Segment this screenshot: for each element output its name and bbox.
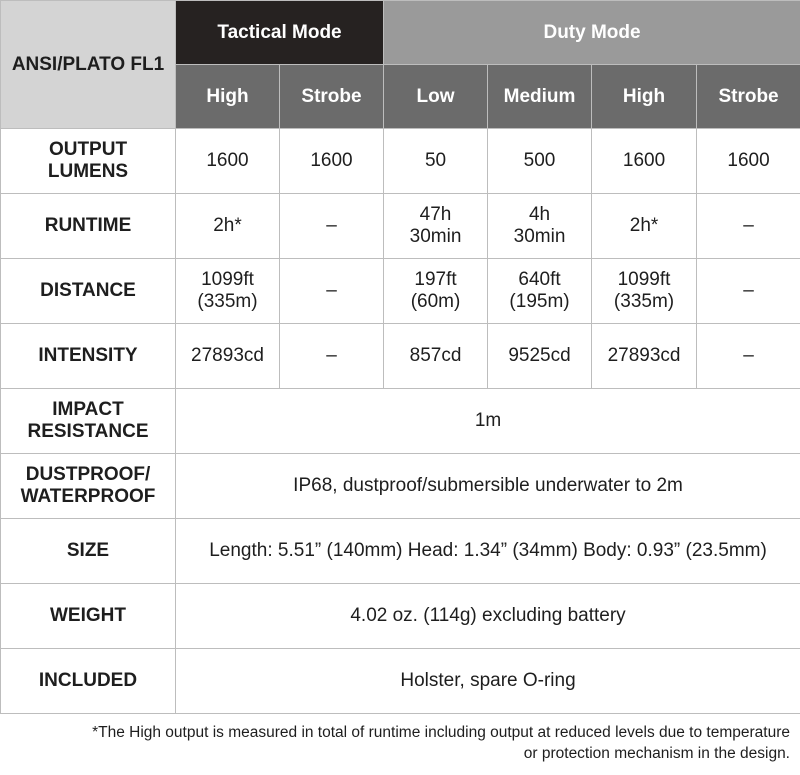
mode-duty-high: High xyxy=(592,65,697,129)
cell-value: 500 xyxy=(488,129,592,194)
cell-line: (60m) xyxy=(410,291,461,312)
row-weight xyxy=(1,584,800,649)
row-intensity xyxy=(1,324,800,389)
cell-line: 640ft xyxy=(518,269,561,290)
mode-tactical-high: High xyxy=(176,65,280,129)
footnote xyxy=(0,722,790,764)
mode-tactical-strobe: Strobe xyxy=(280,65,384,129)
corner-label: ANSI/PLATO FL1 xyxy=(1,1,176,129)
header-row-groups xyxy=(1,1,800,65)
row-included xyxy=(1,649,800,714)
cell-value: 2h* xyxy=(176,194,280,259)
cell-value: – xyxy=(280,259,384,324)
cell-value: 9525cd xyxy=(488,324,592,389)
row-label-impact-resistance xyxy=(1,389,176,454)
row-label-line: LUMENS xyxy=(47,161,129,182)
cell-value: 1600 xyxy=(280,129,384,194)
cell-value: – xyxy=(697,259,800,324)
cell-value xyxy=(384,194,488,259)
cell-value xyxy=(592,259,697,324)
cell-line: 197ft xyxy=(414,269,457,290)
row-label-intensity: INTENSITY xyxy=(1,324,176,389)
row-label-included: INCLUDED xyxy=(1,649,176,714)
footnote-line: or protection mechanism in the design. xyxy=(523,745,790,762)
cell-line: (195m) xyxy=(509,291,570,312)
cell-value-span: IP68, dustproof/submersible underwater to 2m xyxy=(176,454,800,519)
row-label-dustproof-waterproof xyxy=(1,454,176,519)
cell-line: 47h xyxy=(419,204,452,225)
cell-line: (335m) xyxy=(613,291,675,312)
row-distance xyxy=(1,259,800,324)
cell-line: 1099ft xyxy=(617,269,671,290)
cell-value: – xyxy=(697,324,800,389)
cell-value: 857cd xyxy=(384,324,488,389)
cell-value: – xyxy=(280,324,384,389)
cell-value: – xyxy=(697,194,800,259)
row-label-weight: WEIGHT xyxy=(1,584,176,649)
mode-duty-strobe: Strobe xyxy=(697,65,800,129)
mode-duty-low: Low xyxy=(384,65,488,129)
mode-duty-medium: Medium xyxy=(488,65,592,129)
row-label-line: OUTPUT xyxy=(48,139,128,160)
row-impact-resistance xyxy=(1,389,800,454)
cell-value: 27893cd xyxy=(592,324,697,389)
row-label-line: DUSTPROOF/ xyxy=(25,464,151,485)
row-size xyxy=(1,519,800,584)
cell-value xyxy=(384,259,488,324)
cell-value: 1600 xyxy=(697,129,800,194)
cell-value-span: Length: 5.51” (140mm) Head: 1.34” (34mm) Body: 0.93” (23.5mm) xyxy=(176,519,800,584)
cell-line: 30min xyxy=(513,226,566,247)
footnote-line: *The High output is measured in total of runtime including output at reduced levels due to temperature xyxy=(92,724,790,741)
row-label-runtime: RUNTIME xyxy=(1,194,176,259)
row-label-line: WATERPROOF xyxy=(20,486,156,507)
cell-value: 50 xyxy=(384,129,488,194)
cell-value xyxy=(176,259,280,324)
cell-value xyxy=(488,194,592,259)
row-label-size: SIZE xyxy=(1,519,176,584)
cell-value: 2h* xyxy=(592,194,697,259)
cell-line: (335m) xyxy=(197,291,258,312)
group-tactical-mode: Tactical Mode xyxy=(176,1,384,65)
cell-line: 1099ft xyxy=(201,269,254,290)
row-runtime xyxy=(1,194,800,259)
row-label-output-lumens xyxy=(1,129,176,194)
cell-value: 27893cd xyxy=(176,324,280,389)
row-label-line: IMPACT xyxy=(52,399,124,420)
cell-value: 1600 xyxy=(592,129,697,194)
cell-line: 4h xyxy=(528,204,551,225)
row-label-distance: DISTANCE xyxy=(1,259,176,324)
cell-line: 30min xyxy=(409,226,462,247)
cell-value: 1600 xyxy=(176,129,280,194)
group-duty-mode: Duty Mode xyxy=(384,1,800,65)
cell-value-span: 1m xyxy=(176,389,800,454)
cell-value xyxy=(488,259,592,324)
row-dustproof-waterproof xyxy=(1,454,800,519)
cell-value-span: Holster, spare O-ring xyxy=(176,649,800,714)
cell-value-span: 4.02 oz. (114g) excluding battery xyxy=(176,584,800,649)
cell-value: – xyxy=(280,194,384,259)
row-label-line: RESISTANCE xyxy=(27,421,149,442)
row-output-lumens xyxy=(1,129,800,194)
